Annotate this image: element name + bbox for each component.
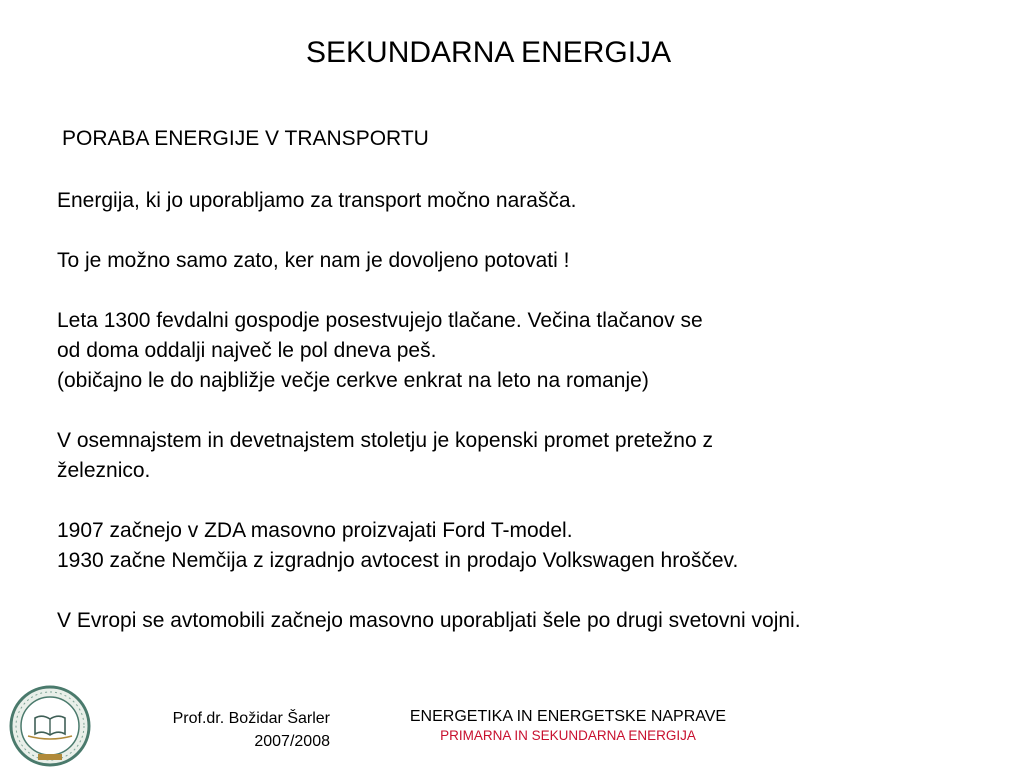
text-line: (običajno le do najbližje večje cerkve enkrat na leto na romanje) [57,369,649,392]
slide-title: SEKUNDARNA ENERGIJA [306,36,672,69]
text-line: Energija, ki jo uporabljamo za transport močno narašča. [57,189,577,212]
footer-author [173,707,330,753]
text-line: V osemnajstem in devetnajstem stoletju je kopenski promet pretežno z [57,429,713,452]
slide-content [57,186,801,636]
paragraph [57,606,801,636]
text-line: železnico. [57,459,151,482]
paragraph [57,246,801,276]
slide-subtitle: PORABA ENERGIJE V TRANSPORTU [62,127,429,150]
course-title: ENERGETIKA IN ENERGETSKE NAPRAVE [409,708,727,725]
text-line: od doma oddalji največ le pol dneva peš. [57,339,437,362]
paragraph [57,426,801,486]
text-line: V Evropi se avtomobili začnejo masovno uporabljati šele po drugi svetovni vojni. [57,609,801,632]
footer-course [372,707,764,745]
academic-year: 2007/2008 [254,733,330,750]
paragraph [57,516,801,576]
paragraph [57,186,801,216]
text-line: Leta 1300 fevdalni gospodje posestvujejo tlačane. Večina tlačanov se [57,309,703,332]
course-subtitle: PRIMARNA IN SEKUNDARNA ENERGIJA [440,728,696,743]
university-seal-icon [8,684,92,768]
text-line: To je možno samo zato, ker nam je dovoljeno potovati ! [57,249,570,272]
text-line: 1930 začne Nemčija z izgradnjo avtocest in prodajo Volkswagen hroščev. [57,549,739,572]
author-name: Prof.dr. Božidar Šarler [172,710,330,727]
paragraph [57,306,801,396]
text-line: 1907 začnejo v ZDA masovno proizvajati Ford T-model. [57,519,573,542]
